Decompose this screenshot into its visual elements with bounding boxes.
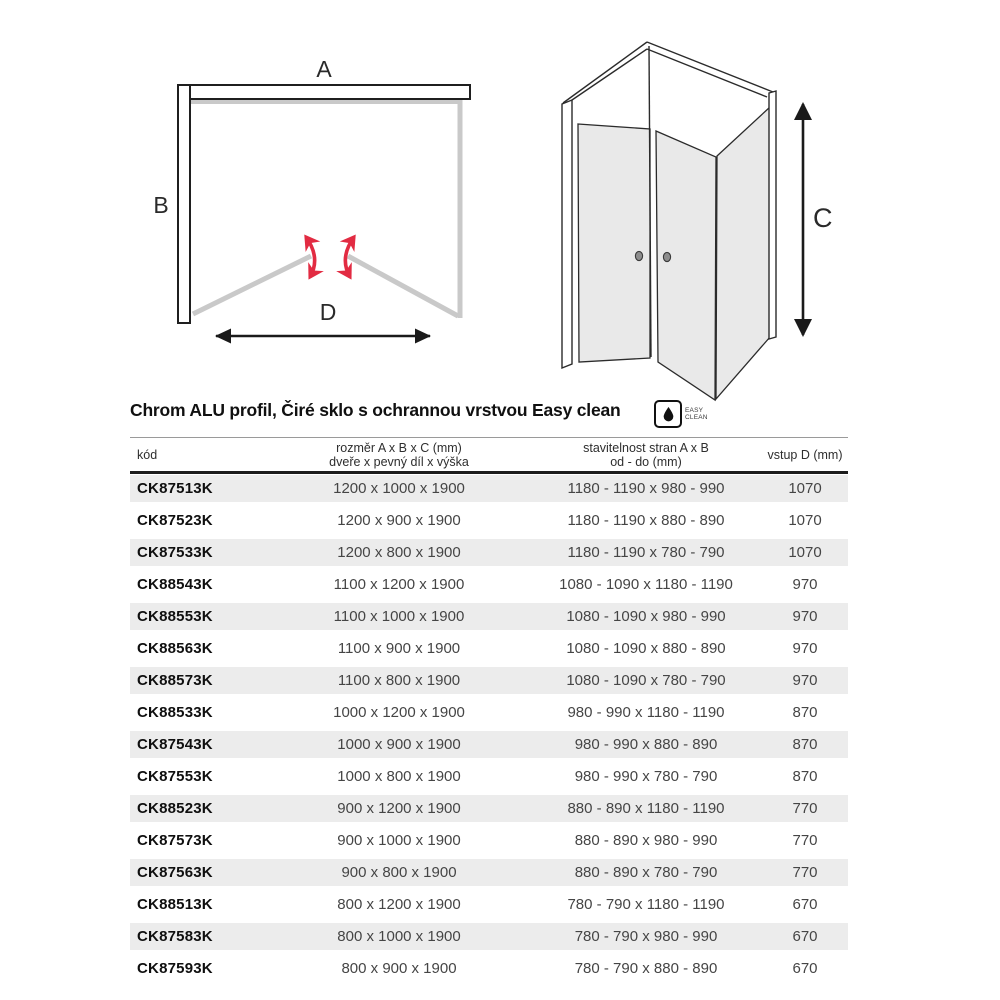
label-c: C [813,203,833,233]
cell-size: 800 x 1200 x 1900 [337,896,461,913]
label-d: D [319,299,337,325]
perspective-view-diagram [562,42,833,400]
table-row [130,955,848,982]
spec-table [130,437,848,987]
cell-entry: 870 [792,768,818,785]
cell-adjust: 780 - 790 x 1180 - 1190 [567,896,725,913]
table-row [130,507,848,534]
cell-size: 900 x 1000 x 1900 [337,832,461,849]
table-row [130,699,848,726]
table-row [130,859,848,886]
cell-size: 1200 x 900 x 1900 [337,512,461,529]
page-title: Chrom ALU profil, Čiré sklo s ochrannou vrstvou Easy clean [130,400,621,420]
cell-code: CK88533K [137,704,213,721]
cell-size: 1200 x 1000 x 1900 [333,480,465,497]
right-door-line [348,256,458,316]
table-row [130,731,848,758]
table-row [130,763,848,790]
header-entry: vstup D (mm) [767,447,843,462]
cell-code: CK87543K [137,736,213,753]
easy-clean-label [685,407,708,421]
cell-entry: 1070 [788,512,822,529]
middle-door-panel [656,131,716,400]
cell-adjust: 980 - 990 x 780 - 790 [574,768,718,785]
header-adjust-line2: od - do (mm) [610,454,682,469]
cell-size: 1100 x 900 x 1900 [337,640,461,657]
cell-size: 1000 x 1200 x 1900 [333,704,465,721]
table-row [130,923,848,950]
left-door-knob [635,251,642,260]
table-header [130,438,848,471]
cell-entry: 770 [792,800,818,817]
cell-size: 1000 x 900 x 1900 [337,736,461,753]
cell-entry: 970 [792,608,818,625]
table-row [130,891,848,918]
cell-entry: 970 [792,640,818,657]
cell-size: 900 x 1200 x 1900 [337,800,461,817]
easy-clean-line2: CLEAN [685,414,708,421]
cell-adjust: 1180 - 1190 x 980 - 990 [567,480,725,497]
cell-size: 900 x 800 x 1900 [341,864,457,881]
cell-adjust: 1080 - 1090 x 880 - 890 [566,640,726,657]
cell-entry: 1070 [788,480,822,497]
table-row [130,539,848,566]
cell-size: 1000 x 800 x 1900 [337,768,461,785]
top-view-diagram [153,56,470,336]
side-fixed-panel [716,107,770,399]
cell-code: CK87523K [137,512,213,529]
cell-adjust: 780 - 790 x 980 - 990 [574,928,718,945]
cell-entry: 670 [792,896,818,913]
diagram-area [0,0,1000,432]
cell-size: 1100 x 1200 x 1900 [333,576,465,593]
cell-size: 800 x 1000 x 1900 [337,928,461,945]
cell-size: 1100 x 800 x 1900 [337,672,461,689]
table-row [130,603,848,630]
cell-adjust: 1180 - 1190 x 880 - 890 [567,512,725,529]
cell-adjust: 1080 - 1090 x 1180 - 1190 [559,576,733,593]
header-adjustability [530,441,762,469]
cell-entry: 870 [792,736,818,753]
cell-adjust: 880 - 890 x 1180 - 1190 [567,800,725,817]
cell-entry: 670 [792,928,818,945]
table-row [130,635,848,662]
header-size-line2: dveře x pevný díl x výška [329,454,469,469]
header-size [268,441,530,469]
left-wall-profile [562,100,572,368]
cell-adjust: 1180 - 1190 x 780 - 790 [567,544,725,561]
table-row [130,571,848,598]
easy-clean-line1: EASY [685,407,704,414]
cell-entry: 770 [792,864,818,881]
wall-profile-a [179,85,470,99]
droplet-icon [654,400,682,428]
table-row [130,667,848,694]
cell-entry: 870 [792,704,818,721]
wall-profile-b [178,85,190,323]
left-door-panel [578,124,650,362]
header-size-line1: rozměr A x B x C (mm) [336,440,462,455]
header-code: kód [137,447,158,462]
cell-code: CK87573K [137,832,213,849]
right-door-knob [663,252,670,261]
cell-size: 1200 x 800 x 1900 [337,544,461,561]
cell-adjust: 1080 - 1090 x 980 - 990 [566,608,726,625]
label-a: A [316,56,332,82]
header-adjust-line1: stavitelnost stran A x B [583,440,709,455]
cell-size: 1100 x 1000 x 1900 [333,608,465,625]
cell-code: CK87563K [137,864,213,881]
cell-code: CK87593K [137,960,213,977]
cell-code: CK88563K [137,640,213,657]
left-door-line [193,256,311,314]
cell-code: CK88543K [137,576,213,593]
table-body [130,474,848,982]
cell-entry: 1070 [788,544,822,561]
cell-adjust: 980 - 990 x 1180 - 1190 [567,704,725,721]
cell-code: CK87583K [137,928,213,945]
cell-entry: 970 [792,672,818,689]
table-row [130,827,848,854]
cell-code: CK88523K [137,800,213,817]
cell-code: CK88513K [137,896,213,913]
cell-entry: 770 [792,832,818,849]
cell-adjust: 880 - 890 x 980 - 990 [574,832,718,849]
cell-adjust: 1080 - 1090 x 780 - 790 [566,672,726,689]
label-b: B [153,192,169,218]
cell-code: CK87533K [137,544,213,561]
cell-adjust: 880 - 890 x 780 - 790 [574,864,718,881]
table-row [130,475,848,502]
cell-entry: 670 [792,960,818,977]
right-wall-profile [769,91,776,339]
cell-code: CK88553K [137,608,213,625]
cell-code: CK88573K [137,672,213,689]
cell-entry: 970 [792,576,818,593]
cell-adjust: 780 - 790 x 880 - 890 [574,960,718,977]
cell-code: CK87513K [137,480,213,497]
easy-clean-badge [654,400,708,428]
cell-size: 800 x 900 x 1900 [341,960,457,977]
table-row [130,795,848,822]
cell-code: CK87553K [137,768,213,785]
cell-adjust: 980 - 990 x 880 - 890 [574,736,718,753]
